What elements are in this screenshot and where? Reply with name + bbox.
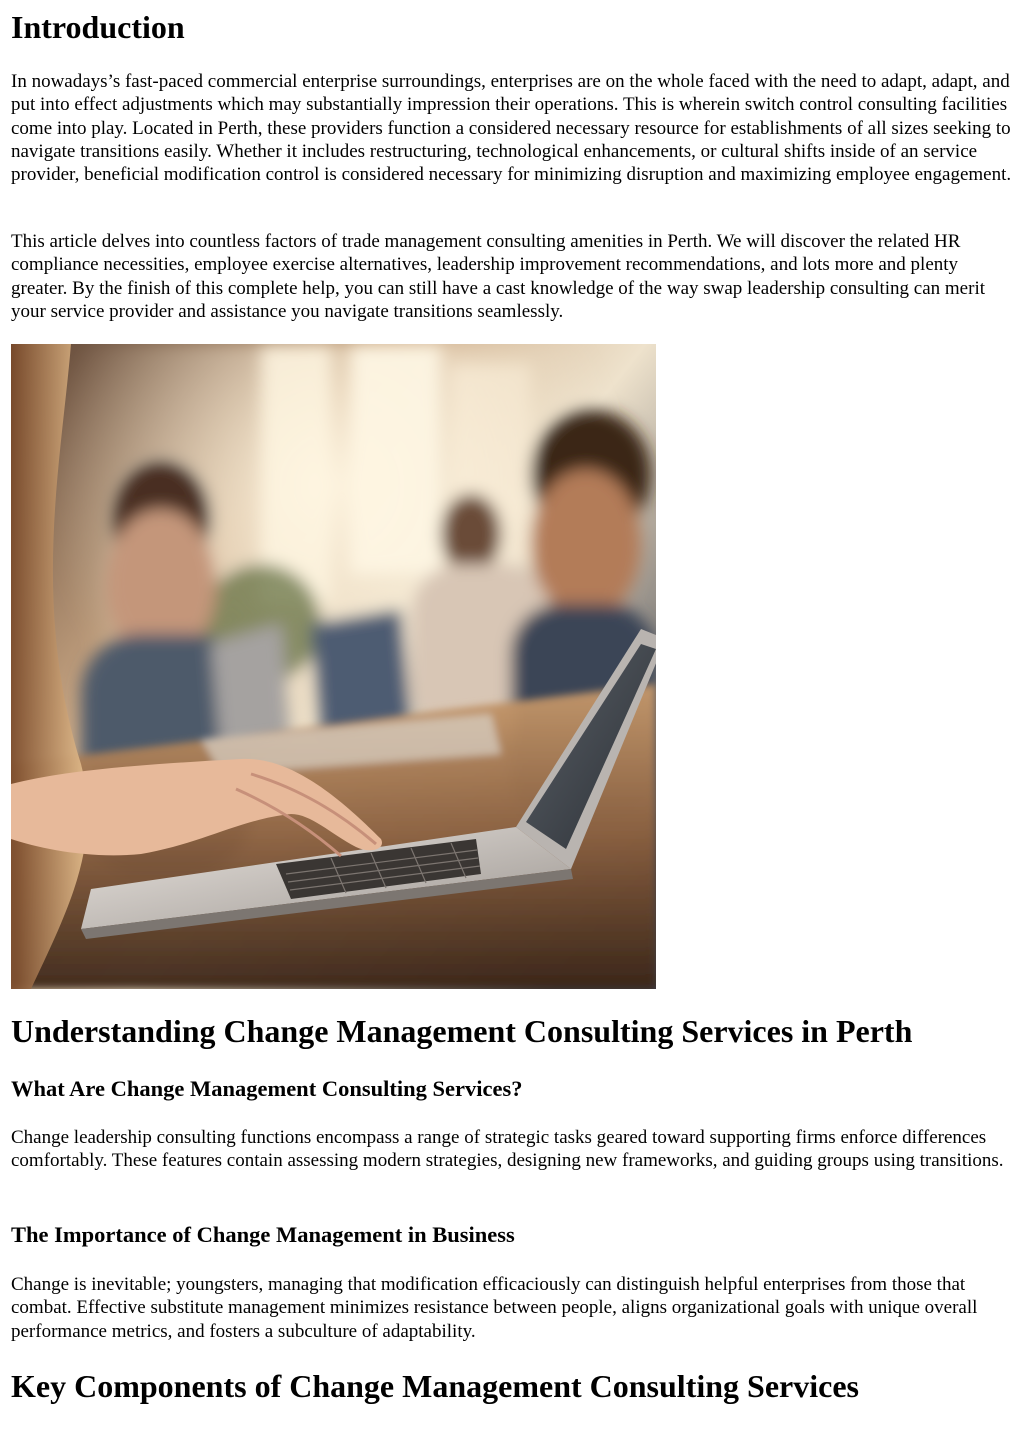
intro-paragraph-2: This article delves into countless factors of trade management consulting amenities in Perth. We will discover the related HR compliance necessities, employee exercise alternatives, leadership improvement recommendations, and lots more and plenty greater. By the finish of this complete help, you can still have a cast knowledge of the way swap leadership consulting can merit your service provider and assistance you navigate transitions seamlessly. [11,231,986,322]
section-heading-understanding: Understanding Change Management Consulting Services in Perth [11,1013,913,1049]
intro-paragraph-1: In nowadays’s fast-paced commercial enterprise surroundings, enterprises are on the whole faced with the need to adapt, adapt, and put into effect adjustments which may substantially impression their operations. This is wherein switch control consulting facilities come into play. Located in Perth, these providers function a considered necessary resource for establishments of all sizes seeking to navigate transitions easily. Whether it includes restructuring, technological enhancements, or cultural shifts inside of an service provider, beneficial modification control is considered necessary for minimizing disruption and maximizing employee engagement. [11,71,1012,186]
subheading-importance: The Importance of Change Management in Business [11,1222,515,1247]
subheading-what-are-services: What Are Change Management Consulting Services? [11,1076,523,1101]
section-heading-key-components: Key Components of Change Management Consulting Services [11,1368,859,1404]
office-laptop-photo [11,344,656,989]
intro-heading: Introduction [11,9,185,45]
importance-paragraph: Change is inevitable; youngsters, managing that modification efficaciously can distinguish helpful enterprises from those that combat. Effective substitute management minimizes resistance between people, aligns organizational goals with unique overall performance metrics, and fosters a subculture of adaptability. [11,1274,978,1342]
what-are-services-paragraph: Change leadership consulting functions encompass a range of strategic tasks geared toward supporting firms enforce differences comfortably. These features contain assessing modern strategies, designing new frameworks, and guiding groups using transitions. [11,1127,1004,1172]
